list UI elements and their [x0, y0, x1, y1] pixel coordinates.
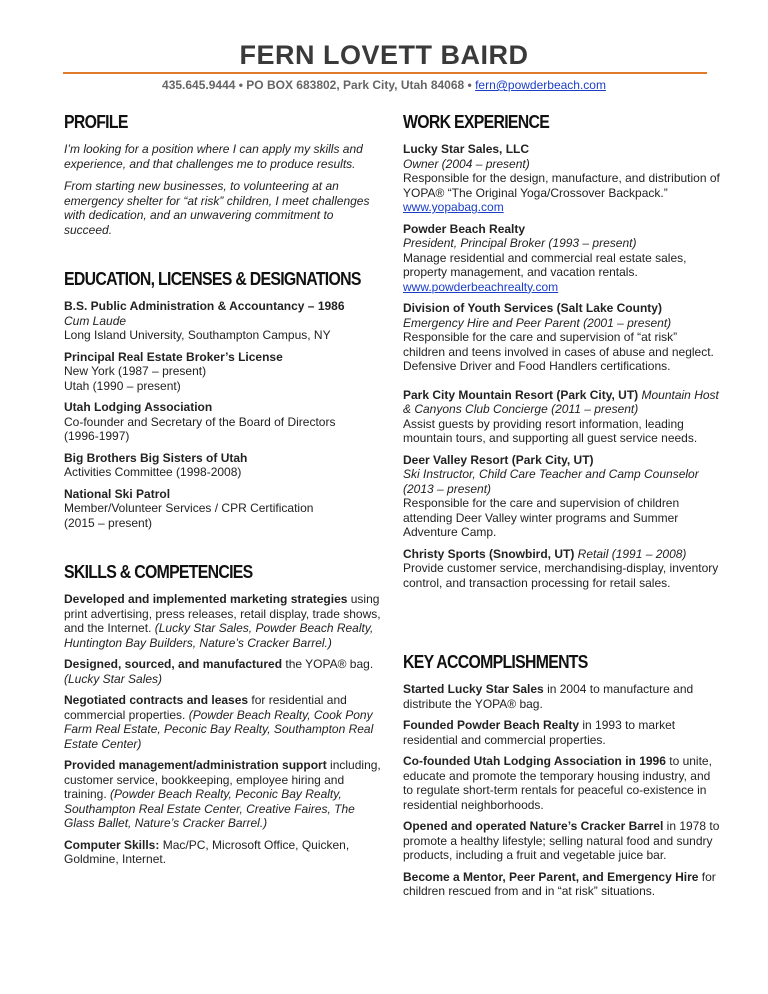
job-company: Park City Mountain Resort (Park City, UT) [403, 387, 639, 402]
accomplishment-bold: Become a Mentor, Peer Parent, and Emergency Hire [403, 869, 699, 884]
skill-item [64, 592, 382, 650]
education-line: Utah (1990 – present) [64, 378, 181, 393]
skill-bold: Negotiated contracts and leases [64, 693, 249, 707]
job-role-inline: Mountain Host & Canyons Club Concierge (2011 – present) [403, 387, 719, 416]
job-company: Deer Valley Resort (Park City, UT) [403, 452, 594, 467]
job-website-link[interactable]: www.powderbeachrealty.com [403, 279, 559, 294]
education-title: Utah Lodging Association [64, 400, 213, 414]
accomplishment-bold: Co-founded Utah Lodging Association in 1996 [403, 754, 666, 768]
job-company: Lucky Star Sales, LLC [403, 142, 530, 156]
education-item [64, 451, 382, 480]
job-role: Emergency Hire and Peer Parent (2001 – present) [403, 315, 672, 330]
skill-bold: Computer Skills: [64, 837, 160, 852]
work-experience-section [403, 112, 721, 634]
education-list [64, 299, 382, 530]
accomplishments-heading: KEY ACCOMPLISHMENTS [403, 652, 588, 672]
job-company: Division of Youth Services (Salt Lake County) [403, 301, 662, 315]
profile-paragraph-2: From starting new businesses, to volunteering at an emergency shelter for “at risk” children, I meet challenges with dedication, and an unwavering commitment to succeed. [64, 179, 370, 237]
accomplishment-item [403, 718, 721, 747]
skill-text: for residential and commercial properties. [64, 693, 347, 722]
accomplishment-text: in 1978 to promote a healthy lifestyle; selling natural food and sundry products, including a fruit and vegetable juice bar. [403, 819, 720, 862]
skill-text: including, customer service, bookkeeping, employee hiring and training. [64, 758, 381, 801]
job-description: Responsible for the design, manufacture, and distribution of YOPA® “The Original Yoga/Crossover Backpack.” [403, 171, 720, 200]
job-item [403, 453, 721, 540]
job-description: Responsible for the care and supervision of “at risk” children and teens involved in cases of abuse and neglect. Defensive Driver and Food Handlers certifications. [403, 330, 714, 373]
education-sub: Cum Laude [64, 313, 127, 328]
accomplishment-item [403, 682, 721, 711]
contact-text: 435.645.9444 • PO BOX 683802, Park City, Utah 84068 • [162, 78, 476, 92]
accomplishment-bold: Founded Powder Beach Realty [403, 718, 580, 732]
skill-italic: (Powder Beach Realty, Cook Pony Farm Real Estate, Peconic Bay Realty, Southampton Real Estate Center) [64, 707, 374, 751]
skill-italic: (Lucky Star Sales, Powder Beach Realty, Huntington Bay Builders, Nature’s Cracker Barrel.) [64, 621, 374, 650]
accomplishment-item [403, 870, 721, 899]
accomplishment-text: for children rescued from and in “at risk” situations. [403, 869, 716, 898]
job-website-link[interactable]: www.yopabag.com [403, 200, 504, 214]
education-line: Member/Volunteer Services / CPR Certification [64, 501, 314, 515]
job-company: Christy Sports (Snowbird, UT) [403, 546, 575, 561]
left-column [64, 112, 382, 874]
education-title: National Ski Patrol [64, 486, 171, 501]
education-line: (1996-1997) [64, 429, 130, 443]
header-divider [63, 72, 707, 74]
job-description: Responsible for the care and supervision of children attending Deer Valley winter programs and Summer Adventure Camp. [403, 496, 680, 539]
email-link[interactable]: fern@powderbeach.com [475, 78, 606, 92]
job-item [403, 142, 721, 215]
accomplishment-bold: Opened and operated Nature’s Cracker Barrel [403, 819, 664, 833]
job-item [403, 301, 721, 374]
skill-bold: Provided management/administration support [64, 758, 327, 772]
education-heading: EDUCATION, LICENSES & DESIGNATIONS [64, 269, 361, 289]
education-item [64, 400, 382, 444]
education-title: Big Brothers Big Sisters of Utah [64, 450, 248, 465]
job-description: Provide customer service, merchandising-display, inventory control, and transaction processing for retail sales. [403, 561, 719, 590]
accomplishment-text: in 2004 to manufacture and distribute the YOPA® bag. [403, 682, 694, 711]
key-accomplishments-section [403, 652, 721, 906]
profile-heading: PROFILE [64, 112, 128, 132]
skill-text: the YOPA® bag. [282, 657, 374, 671]
education-line: (2015 – present) [64, 515, 153, 530]
job-role-inline: Retail (1991 – 2008) [574, 546, 687, 561]
education-item [64, 299, 382, 343]
work-heading: WORK EXPERIENCE [403, 112, 550, 132]
job-role: Owner (2004 – present) [403, 156, 530, 171]
education-line: Activities Committee (1998-2008) [64, 465, 242, 479]
resume-name: FERN LOVETT BAIRD [239, 40, 529, 70]
skill-italic: (Lucky Star Sales) [64, 671, 163, 686]
contact-line [0, 78, 768, 92]
job-item [403, 547, 721, 591]
job-company: Powder Beach Realty [403, 221, 526, 236]
education-line: New York (1987 – present) [64, 364, 207, 378]
skill-text: using print advertising, press releases, retail display, trade shows, and the Internet. [64, 592, 381, 635]
education-line: Co-founder and Secretary of the Board of Directors [64, 414, 336, 429]
skill-italic: (Powder Beach Realty, Peconic Bay Realty, Southampton Real Estate Center, Creative Faires, The Glass Ballet, Nature’s Cracker Barrel.) [64, 787, 355, 830]
accomplishment-item [403, 819, 721, 863]
skill-item [64, 758, 382, 831]
education-item [64, 350, 382, 394]
accomplishment-text: to unite, educate and promote the temporary housing industry, and to regulate short-term rentals for peaceful co-existence in residential neighborhoods. [403, 754, 712, 812]
skill-item [64, 693, 382, 751]
education-title: Principal Real Estate Broker’s License [64, 349, 283, 364]
job-item [403, 388, 721, 446]
skill-bold: Designed, sourced, and manufactured [64, 657, 283, 671]
job-description: Assist guests by providing resort information, leading mountain tours, and supporting all guest service needs. [403, 416, 698, 445]
skills-list [64, 592, 382, 867]
skill-item [64, 838, 382, 867]
accomplishment-item [403, 754, 721, 812]
profile-paragraph-1: I’m looking for a position where I can apply my skills and experience, and that challenges me to produce results. [64, 142, 363, 171]
education-line: Long Island University, Southampton Campus, NY [64, 328, 331, 342]
education-item [64, 487, 382, 531]
skill-bold: Developed and implemented marketing strategies [64, 592, 348, 606]
skill-text: Mac/PC, Microsoft Office, Quicken, Goldmine, Internet. [64, 837, 350, 866]
job-role: Ski Instructor, Child Care Teacher and Camp Counselor (2013 – present) [403, 467, 699, 496]
accomplishment-text: in 1993 to market residential and commercial properties. [403, 718, 676, 747]
education-title: B.S. Public Administration & Accountancy – 1986 [64, 299, 345, 313]
job-description: Manage residential and commercial real estate sales, property management, and vacation rentals. [403, 250, 687, 279]
skill-item [64, 657, 382, 686]
job-item [403, 222, 721, 295]
job-role: President, Principal Broker (1993 – present) [403, 236, 637, 250]
accomplishment-bold: Started Lucky Star Sales [403, 682, 544, 696]
skills-heading: SKILLS & COMPETENCIES [64, 562, 253, 582]
